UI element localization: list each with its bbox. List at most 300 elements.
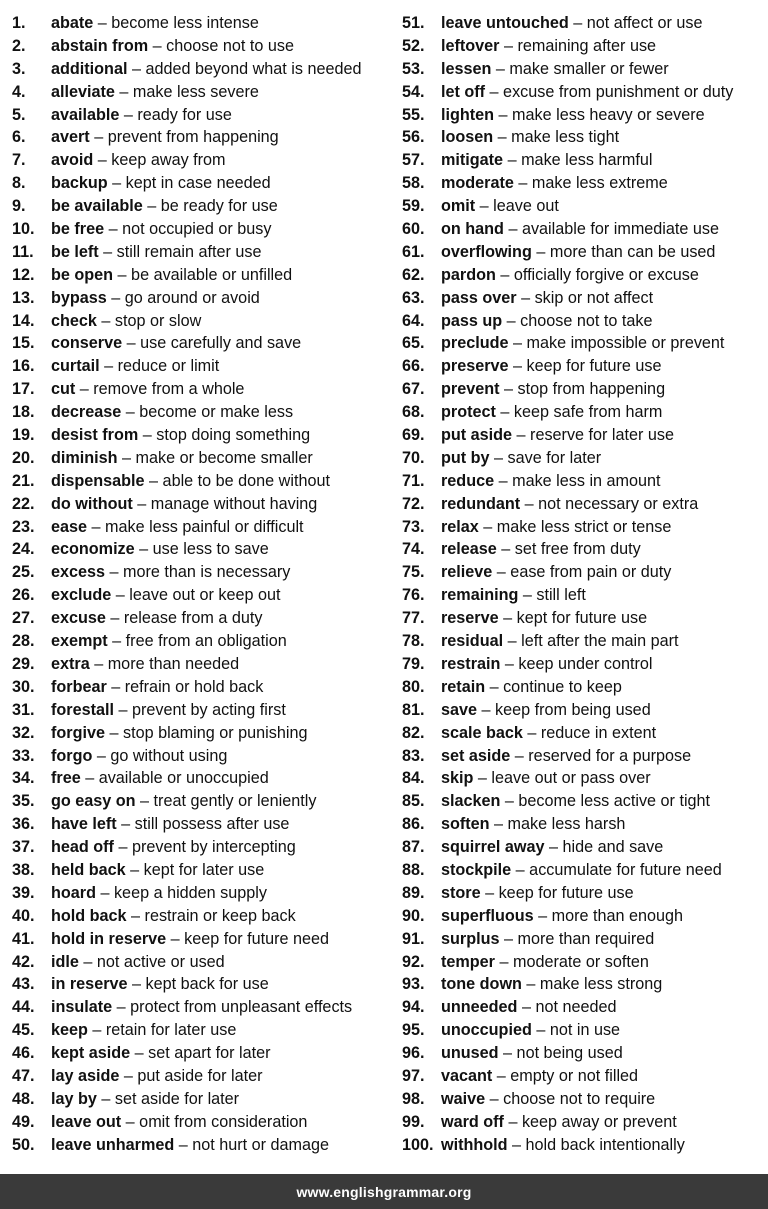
list-item — [12, 264, 392, 287]
item-term: loosen — [441, 128, 494, 147]
item-definition: – make less harsh — [489, 815, 626, 834]
item-term: leave unharmed — [51, 1135, 175, 1154]
list-item — [12, 35, 392, 58]
item-text — [441, 401, 662, 424]
item-term: have left — [51, 815, 117, 834]
left-column — [12, 12, 392, 1157]
item-definition: – choose not to take — [502, 311, 653, 330]
list-item — [402, 287, 764, 310]
list-item — [12, 928, 392, 951]
list-item — [402, 745, 764, 768]
list-item — [12, 1019, 392, 1042]
item-term: hoard — [51, 883, 96, 902]
item-text — [441, 607, 647, 630]
item-term: abstain from — [51, 36, 149, 55]
item-definition: – keep a hidden supply — [95, 883, 267, 902]
item-text — [441, 630, 679, 653]
item-text — [441, 447, 601, 470]
item-text — [441, 653, 652, 676]
item-text — [441, 424, 674, 447]
list-item — [402, 790, 764, 813]
word-list — [0, 12, 768, 1162]
site-footer — [0, 1174, 768, 1209]
item-term: desist from — [51, 426, 139, 445]
list-item — [12, 905, 392, 928]
item-definition: – make impossible or prevent — [508, 334, 725, 353]
list-item — [402, 584, 764, 607]
item-number: 69. — [402, 426, 425, 445]
list-item — [402, 1042, 764, 1065]
item-text — [441, 378, 665, 401]
item-definition: – use less to save — [134, 540, 269, 559]
item-term: waive — [441, 1089, 486, 1108]
item-text — [51, 264, 292, 287]
item-term: forgive — [51, 723, 105, 742]
item-text — [441, 1088, 655, 1111]
item-definition: – remove from a whole — [75, 380, 245, 399]
item-definition: – reduce in extent — [522, 723, 657, 742]
item-number: 83. — [402, 746, 425, 765]
item-number: 87. — [402, 838, 425, 857]
item-term: ward off — [441, 1112, 504, 1131]
item-definition: – retain for later use — [87, 1021, 237, 1040]
item-term: extra — [51, 654, 90, 673]
item-number: 3. — [12, 59, 26, 78]
item-definition: – set aside for later — [96, 1089, 240, 1108]
item-term: remaining — [441, 586, 519, 605]
item-number: 1. — [12, 14, 26, 32]
footer-site-url[interactable]: www.englishgrammar.org — [296, 1183, 472, 1200]
item-definition: – officially forgive or excuse — [495, 265, 699, 284]
item-number: 23. — [12, 517, 35, 536]
item-number: 92. — [402, 952, 425, 971]
item-term: held back — [51, 860, 126, 879]
item-text — [441, 1111, 677, 1134]
item-text — [441, 218, 719, 241]
item-number: 49. — [12, 1112, 35, 1131]
item-term: in reserve — [51, 975, 128, 994]
item-term: lay aside — [51, 1066, 120, 1085]
item-text — [51, 332, 301, 355]
item-text — [441, 928, 654, 951]
list-item — [12, 355, 392, 378]
item-term: leave out — [51, 1112, 122, 1131]
list-item — [12, 378, 392, 401]
list-item — [12, 996, 392, 1019]
item-definition: – reserve for later use — [512, 426, 675, 445]
item-text — [441, 676, 622, 699]
item-definition: – make smaller or fewer — [491, 59, 669, 78]
item-number: 33. — [12, 746, 35, 765]
list-item — [12, 859, 392, 882]
item-number: 73. — [402, 517, 425, 536]
item-number: 6. — [12, 128, 26, 147]
list-item — [12, 81, 392, 104]
item-term: on hand — [441, 220, 504, 239]
item-definition: – not being used — [498, 1044, 623, 1063]
item-text — [51, 58, 361, 81]
item-number: 39. — [12, 883, 35, 902]
list-item — [402, 813, 764, 836]
item-term: overflowing — [441, 242, 532, 261]
item-definition: – empty or not filled — [492, 1066, 639, 1085]
item-term: ease — [51, 517, 88, 536]
item-definition: – moderate or soften — [494, 952, 649, 971]
item-text — [51, 905, 296, 928]
item-text — [441, 493, 698, 516]
item-definition: – added beyond what is needed — [127, 59, 362, 78]
item-term: relax — [441, 517, 479, 536]
list-item — [12, 836, 392, 859]
item-text — [441, 332, 724, 355]
list-item — [402, 722, 764, 745]
item-definition: – keep for future use — [508, 357, 662, 376]
item-number: 82. — [402, 723, 425, 742]
item-text — [51, 447, 313, 470]
item-definition: – keep for future need — [166, 929, 330, 948]
item-number: 10. — [12, 220, 35, 239]
item-number: 30. — [12, 677, 35, 696]
item-definition: – leave out or pass over — [473, 769, 651, 788]
item-definition: – able to be done without — [144, 471, 330, 490]
item-number: 27. — [12, 609, 35, 628]
list-item — [12, 104, 392, 127]
item-term: backup — [51, 174, 108, 193]
list-item — [12, 973, 392, 996]
item-term: leftover — [441, 36, 500, 55]
item-term: redundant — [441, 494, 521, 513]
item-text — [441, 584, 586, 607]
item-term: lessen — [441, 59, 492, 78]
item-definition: – stop blaming or punishing — [104, 723, 308, 742]
item-term: release — [441, 540, 497, 559]
item-term: be open — [51, 265, 114, 284]
item-definition: – be available or unfilled — [113, 265, 293, 284]
item-text — [51, 1088, 239, 1111]
list-item — [402, 882, 764, 905]
list-item — [402, 653, 764, 676]
item-definition: – not needed — [517, 998, 617, 1017]
item-term: slacken — [441, 792, 501, 811]
item-number: 41. — [12, 929, 35, 948]
item-term: avoid — [51, 151, 94, 170]
item-number: 63. — [402, 288, 425, 307]
item-term: set aside — [441, 746, 511, 765]
item-text — [441, 149, 652, 172]
item-number: 67. — [402, 380, 425, 399]
item-text — [441, 767, 651, 790]
item-text — [51, 172, 271, 195]
list-item — [12, 332, 392, 355]
item-term: save — [441, 700, 478, 719]
item-term: relieve — [441, 563, 493, 582]
item-term: alleviate — [51, 82, 115, 101]
item-definition: – refrain or hold back — [106, 677, 264, 696]
item-text — [441, 172, 668, 195]
item-definition: – continue to keep — [485, 677, 622, 696]
item-number: 34. — [12, 769, 35, 788]
item-term: preclude — [441, 334, 509, 353]
item-number: 35. — [12, 792, 35, 811]
item-text — [51, 630, 287, 653]
list-item — [12, 310, 392, 333]
list-item — [402, 264, 764, 287]
item-definition: – keep away or prevent — [503, 1112, 677, 1131]
list-item — [402, 332, 764, 355]
item-text — [51, 355, 219, 378]
item-text — [441, 859, 722, 882]
item-term: skip — [441, 769, 474, 788]
item-text — [51, 996, 352, 1019]
item-text — [441, 813, 625, 836]
item-definition: – keep for future use — [480, 883, 634, 902]
item-text — [441, 722, 656, 745]
item-number: 56. — [402, 128, 425, 147]
item-number: 21. — [12, 471, 35, 490]
item-number: 61. — [402, 242, 425, 261]
item-definition: – keep away from — [93, 151, 226, 170]
item-number: 94. — [402, 998, 425, 1017]
item-definition: – make less extreme — [513, 174, 668, 193]
item-definition: – become less intense — [93, 14, 259, 32]
list-item — [402, 218, 764, 241]
item-number: 38. — [12, 860, 35, 879]
item-text — [51, 12, 259, 35]
item-number: 15. — [12, 334, 35, 353]
item-number: 89. — [402, 883, 425, 902]
item-number: 54. — [402, 82, 425, 101]
item-term: pardon — [441, 265, 496, 284]
item-text — [51, 813, 289, 836]
item-text — [51, 561, 290, 584]
item-text — [441, 745, 691, 768]
list-item — [12, 1065, 392, 1088]
item-definition: – stop or slow — [96, 311, 202, 330]
item-number: 57. — [402, 151, 425, 170]
list-item — [402, 630, 764, 653]
item-number: 5. — [12, 105, 26, 124]
list-item — [12, 493, 392, 516]
item-definition: – reduce or limit — [99, 357, 220, 376]
item-number: 97. — [402, 1066, 425, 1085]
item-definition: – keep safe from harm — [495, 403, 663, 422]
item-number: 40. — [12, 906, 35, 925]
item-definition: – accumulate for future need — [511, 860, 722, 879]
item-definition: – stop doing something — [138, 426, 311, 445]
item-term: omit — [441, 197, 476, 216]
item-definition: – save for later — [489, 448, 602, 467]
item-number: 93. — [402, 975, 425, 994]
list-item — [12, 12, 392, 35]
item-number: 99. — [402, 1112, 425, 1131]
list-item — [402, 607, 764, 630]
list-item — [12, 1111, 392, 1134]
item-number: 20. — [12, 448, 35, 467]
item-term: abate — [51, 14, 94, 32]
item-text — [51, 104, 232, 127]
item-text — [441, 355, 662, 378]
item-term: bypass — [51, 288, 107, 307]
item-text — [51, 401, 293, 424]
list-item — [12, 58, 392, 81]
item-definition: – choose not to require — [485, 1089, 656, 1108]
item-term: excess — [51, 563, 106, 582]
item-number: 17. — [12, 380, 35, 399]
item-number: 81. — [402, 700, 425, 719]
item-definition: – more than can be used — [531, 242, 716, 261]
list-item — [12, 722, 392, 745]
item-text — [51, 928, 329, 951]
item-number: 14. — [12, 311, 35, 330]
item-number: 79. — [402, 654, 425, 673]
item-number: 68. — [402, 403, 425, 422]
item-definition: – treat gently or leniently — [135, 792, 317, 811]
item-text — [51, 424, 310, 447]
list-item — [402, 836, 764, 859]
item-number: 96. — [402, 1044, 425, 1063]
item-term: withhold — [441, 1135, 508, 1154]
item-term: curtail — [51, 357, 100, 376]
list-item — [402, 973, 764, 996]
item-term: scale back — [441, 723, 523, 742]
item-definition: – make or become smaller — [117, 448, 313, 467]
item-number: 26. — [12, 586, 35, 605]
item-definition: – set apart for later — [130, 1044, 271, 1063]
list-item — [12, 470, 392, 493]
list-item — [402, 905, 764, 928]
item-text — [51, 676, 263, 699]
item-definition: – make less in amount — [494, 471, 661, 490]
item-number: 71. — [402, 471, 425, 490]
item-text — [441, 1134, 685, 1157]
item-number: 77. — [402, 609, 425, 628]
list-item — [402, 699, 764, 722]
list-item — [12, 401, 392, 424]
item-text — [441, 104, 705, 127]
item-definition: – still possess after use — [116, 815, 290, 834]
item-term: surplus — [441, 929, 500, 948]
item-term: lay by — [51, 1089, 97, 1108]
item-number: 16. — [12, 357, 35, 376]
item-text — [441, 790, 710, 813]
list-item — [12, 676, 392, 699]
item-text — [441, 1019, 620, 1042]
item-text — [441, 905, 683, 928]
item-text — [51, 1065, 262, 1088]
item-term: residual — [441, 632, 504, 651]
item-term: forestall — [51, 700, 114, 719]
item-definition: – free from an obligation — [107, 632, 287, 651]
right-column — [402, 12, 764, 1157]
item-definition: – more than is necessary — [105, 563, 291, 582]
list-item — [402, 378, 764, 401]
item-term: idle — [51, 952, 79, 971]
item-number: 52. — [402, 36, 425, 55]
list-item — [12, 767, 392, 790]
item-term: kept aside — [51, 1044, 131, 1063]
item-definition: – make less strong — [521, 975, 663, 994]
item-term: retain — [441, 677, 486, 696]
list-item — [402, 676, 764, 699]
item-number: 72. — [402, 494, 425, 513]
item-term: forbear — [51, 677, 107, 696]
item-term: soften — [441, 815, 490, 834]
item-definition: – not occupied or busy — [104, 220, 272, 239]
item-definition: – left after the main part — [503, 632, 679, 651]
item-term: lighten — [441, 105, 495, 124]
list-item — [12, 1042, 392, 1065]
list-item — [402, 12, 764, 35]
item-text — [51, 241, 262, 264]
item-definition: – release from a duty — [105, 609, 263, 628]
item-term: hold in reserve — [51, 929, 167, 948]
item-definition: – restrain or keep back — [126, 906, 296, 925]
list-item — [402, 81, 764, 104]
list-item — [12, 699, 392, 722]
item-term: tone down — [441, 975, 522, 994]
item-definition: – kept for future use — [498, 609, 648, 628]
list-item — [402, 355, 764, 378]
item-text — [51, 218, 271, 241]
item-term: excuse — [51, 609, 106, 628]
list-item — [12, 287, 392, 310]
item-term: reduce — [441, 471, 495, 490]
list-item — [12, 538, 392, 561]
item-definition: – ready for use — [119, 105, 232, 124]
list-item — [402, 149, 764, 172]
item-definition: – protect from unpleasant effects — [112, 998, 353, 1017]
item-definition: – available for immediate use — [503, 220, 719, 239]
item-definition: – make less painful or difficult — [87, 517, 304, 536]
item-number: 95. — [402, 1021, 425, 1040]
item-definition: – more than needed — [89, 654, 240, 673]
list-item — [402, 996, 764, 1019]
item-number: 8. — [12, 174, 26, 193]
item-term: moderate — [441, 174, 514, 193]
list-item — [402, 424, 764, 447]
list-item — [12, 195, 392, 218]
item-text — [51, 745, 227, 768]
item-term: pass up — [441, 311, 503, 330]
item-definition: – hold back intentionally — [507, 1135, 685, 1154]
item-text — [441, 287, 653, 310]
item-number: 43. — [12, 975, 35, 994]
item-term: unoccupied — [441, 1021, 532, 1040]
item-text — [51, 836, 296, 859]
list-item — [402, 470, 764, 493]
list-item — [402, 493, 764, 516]
item-term: go easy on — [51, 792, 136, 811]
item-text — [441, 35, 656, 58]
list-item — [402, 538, 764, 561]
item-number: 46. — [12, 1044, 35, 1063]
item-definition: – make less severe — [114, 82, 259, 101]
item-text — [441, 12, 703, 35]
item-number: 37. — [12, 838, 35, 857]
item-definition: – available or unoccupied — [80, 769, 269, 788]
item-definition: – use carefully and save — [122, 334, 302, 353]
item-number: 55. — [402, 105, 425, 124]
item-term: prevent — [441, 380, 500, 399]
item-text — [441, 241, 715, 264]
item-number: 84. — [402, 769, 425, 788]
item-text — [51, 607, 262, 630]
item-text — [51, 149, 226, 172]
item-text — [51, 767, 269, 790]
item-number: 11. — [12, 242, 34, 261]
item-term: conserve — [51, 334, 123, 353]
list-item — [402, 561, 764, 584]
